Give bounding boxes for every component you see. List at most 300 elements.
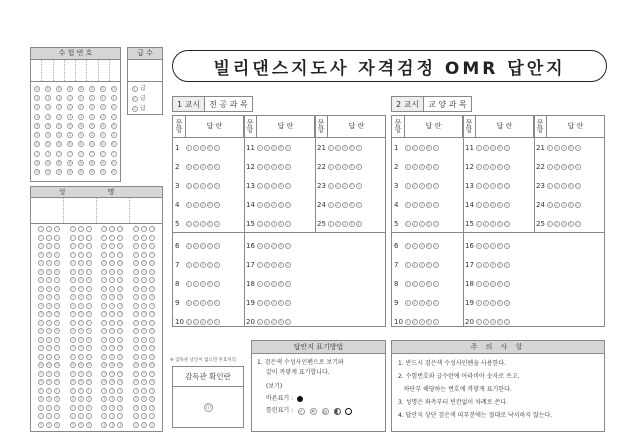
answer-bubble[interactable]: 1 [258,319,261,324]
answer-bubble[interactable]: 3 [201,164,204,169]
exam-digit-bubble[interactable]: 3 [36,113,39,119]
name-bubble[interactable]: ㅓ [142,413,147,419]
answer-bubble[interactable]: 2 [413,202,416,207]
answer-bubble[interactable]: 4 [208,243,211,248]
answer-bubble[interactable]: 3 [201,183,204,188]
exam-digit-bubble[interactable]: 9 [36,169,39,175]
exam-digit-bubble[interactable]: 2 [36,104,39,110]
answer-bubble[interactable]: 5 [505,164,508,169]
exam-digit-bubble[interactable]: 9 [101,169,104,175]
name-bubble[interactable]: ㅅ [134,277,139,283]
answer-bubble[interactable]: 5 [215,319,218,324]
answer-bubble[interactable]: 3 [420,262,423,267]
name-bubble[interactable]: ㅐ [102,396,107,402]
answer-bubble[interactable]: 1 [329,221,332,226]
exam-digit-bubble[interactable]: 6 [90,141,94,147]
answer-bubble[interactable]: 2 [484,221,487,226]
name-bubble[interactable]: ㄸ [38,353,43,359]
name-bubble[interactable]: ㅁ [150,260,155,266]
name-bubble[interactable]: ㅆ [118,370,123,376]
answer-bubble[interactable]: 1 [548,145,551,150]
name-bubble[interactable]: ㅓ [134,413,139,419]
answer-bubble[interactable]: 1 [187,221,190,226]
name-bubble[interactable]: ㅍ [54,328,59,334]
name-bubble[interactable]: ㅓ [102,413,107,419]
answer-bubble[interactable]: 1 [329,183,332,188]
name-bubble[interactable]: ㅈ [46,294,51,300]
name-bubble[interactable]: ㄹ [38,251,43,257]
exam-digit-bubble[interactable]: 3 [90,113,94,119]
exam-digit-bubble[interactable]: 1 [47,94,50,100]
exam-digit-bubble[interactable]: 1 [101,94,104,100]
exam-digit-bubble[interactable]: 3 [68,113,72,119]
answer-bubble[interactable]: 1 [329,164,332,169]
name-bubble[interactable]: ㅌ [110,319,115,325]
name-bubble[interactable]: ㄱ [86,226,91,232]
answer-bubble[interactable]: 4 [350,145,353,150]
answer-bubble[interactable]: 5 [576,145,579,150]
answer-bubble[interactable]: 2 [413,319,416,324]
name-bubble[interactable]: ㅃ [78,362,83,368]
name-bubble[interactable]: ㅊ [118,302,123,308]
name-bubble[interactable]: ㅎ [54,336,59,342]
answer-bubble[interactable]: 2 [265,164,268,169]
name-bubble[interactable]: ㄴ [38,234,43,240]
answer-bubble[interactable]: 2 [265,145,268,150]
answer-bubble[interactable]: 1 [548,221,551,226]
name-bubble[interactable]: ㅃ [54,362,59,368]
answer-bubble[interactable]: 3 [272,262,275,267]
answer-bubble[interactable]: 2 [413,221,416,226]
answer-bubble[interactable]: 3 [272,183,275,188]
name-bubble[interactable]: ㅈ [78,294,83,300]
exam-digit-bubble[interactable]: 1 [36,94,39,100]
answer-bubble[interactable]: 4 [498,243,501,248]
name-bubble[interactable]: ㄱ [102,226,107,232]
name-bubble[interactable]: ㅉ [38,379,43,385]
name-bubble[interactable]: ㅁ [46,260,51,266]
answer-bubble[interactable]: 2 [484,183,487,188]
name-bubble[interactable]: ㅓ [70,413,75,419]
name-bubble[interactable]: ㅆ [102,370,107,376]
answer-bubble[interactable]: 1 [406,202,409,207]
name-bubble[interactable]: ㄴ [86,234,91,240]
exam-digit-bubble[interactable]: 4 [79,122,83,128]
answer-bubble[interactable]: 3 [272,164,275,169]
answer-bubble[interactable]: 5 [434,183,437,188]
exam-digit-bubble[interactable]: 4 [101,122,104,128]
name-bubble[interactable]: ㅇ [46,285,51,291]
exam-digit-bubble[interactable]: 0 [90,85,94,91]
answer-bubble[interactable]: 3 [420,319,423,324]
answer-bubble[interactable]: 5 [357,164,360,169]
answer-bubble[interactable]: 5 [434,164,437,169]
name-bubble[interactable]: ㅈ [70,294,75,300]
exam-digit-bubble[interactable]: 9 [57,169,61,175]
answer-bubble[interactable]: 1 [187,202,190,207]
answer-bubble[interactable]: 4 [279,164,282,169]
answer-bubble[interactable]: 5 [505,145,508,150]
answer-bubble[interactable]: 5 [505,319,508,324]
answer-bubble[interactable]: 5 [576,164,579,169]
exam-digit-bubble[interactable]: 4 [36,122,39,128]
exam-digit-bubble[interactable]: 3 [79,113,83,119]
answer-bubble[interactable]: 3 [562,183,565,188]
name-bubble[interactable]: ㅏ [70,387,75,393]
name-bubble[interactable]: ㅌ [38,319,43,325]
exam-digit-bubble[interactable]: 0 [68,85,72,91]
name-bubble[interactable]: ㅔ [54,421,59,427]
answer-bubble[interactable]: 2 [555,202,558,207]
name-bubble[interactable]: ㅃ [102,362,107,368]
answer-bubble[interactable]: 5 [576,183,579,188]
name-bubble[interactable]: ㅎ [118,336,123,342]
exam-digit-bubble[interactable]: 4 [112,122,115,128]
answer-bubble[interactable]: 1 [477,243,480,248]
answer-bubble[interactable]: 5 [215,281,218,286]
answer-bubble[interactable]: 2 [194,221,197,226]
answer-bubble[interactable]: 3 [491,202,494,207]
name-bubble[interactable]: ㄹ [46,251,51,257]
answer-bubble[interactable]: 2 [413,300,416,305]
answer-bubble[interactable]: 3 [201,202,204,207]
answer-bubble[interactable]: 2 [484,281,487,286]
name-bubble[interactable]: ㅃ [134,362,139,368]
answer-bubble[interactable]: 5 [286,319,289,324]
name-bubble[interactable]: ㄹ [118,251,123,257]
answer-bubble[interactable]: 3 [562,202,565,207]
name-bubble[interactable]: ㅊ [38,302,43,308]
name-bubble[interactable]: ㅏ [86,387,91,393]
answer-bubble[interactable]: 5 [215,202,218,207]
name-bubble[interactable]: ㅔ [150,421,155,427]
answer-bubble[interactable]: 4 [427,300,430,305]
name-bubble[interactable]: ㄲ [54,345,59,351]
answer-bubble[interactable]: 3 [272,300,275,305]
name-bubble[interactable]: ㅎ [134,336,139,342]
answer-bubble[interactable]: 4 [427,262,430,267]
name-bubble[interactable]: ㅇ [142,285,147,291]
name-bubble[interactable]: ㅋ [118,311,123,317]
name-bubble[interactable]: ㄲ [78,345,83,351]
answer-bubble[interactable]: 3 [272,243,275,248]
exam-digit-bubble[interactable]: 0 [112,85,115,91]
name-bubble[interactable]: ㄹ [110,251,115,257]
answer-bubble[interactable]: 1 [258,164,261,169]
name-bubble[interactable]: ㅋ [102,311,107,317]
answer-bubble[interactable]: 1 [187,300,190,305]
name-bubble[interactable]: ㄲ [46,345,51,351]
name-bubble[interactable]: ㅋ [150,311,155,317]
answer-bubble[interactable]: 3 [420,145,423,150]
name-bubble[interactable]: ㅐ [86,396,91,402]
name-bubble[interactable]: ㄹ [134,251,139,257]
name-bubble[interactable]: ㅉ [142,379,147,385]
answer-bubble[interactable]: 3 [491,319,494,324]
exam-digit-bubble[interactable]: 9 [112,169,115,175]
name-bubble[interactable]: ㅌ [70,319,75,325]
answer-bubble[interactable]: 5 [505,243,508,248]
exam-digit-bubble[interactable]: 9 [90,169,94,175]
name-bubble[interactable]: ㅈ [110,294,115,300]
answer-bubble[interactable]: 1 [406,221,409,226]
name-bubble[interactable]: ㅂ [142,268,147,274]
answer-bubble[interactable]: 5 [215,221,218,226]
answer-bubble[interactable]: 4 [498,183,501,188]
name-bubble[interactable]: ㄸ [102,353,107,359]
name-bubble[interactable]: ㅁ [110,260,115,266]
name-bubble[interactable]: ㅍ [78,328,83,334]
answer-bubble[interactable]: 3 [201,221,204,226]
name-bubble[interactable]: ㅃ [70,362,75,368]
answer-bubble[interactable]: 4 [350,183,353,188]
name-bubble[interactable]: ㅐ [70,396,75,402]
answer-bubble[interactable]: 3 [201,243,204,248]
exam-digit-bubble[interactable]: 7 [36,150,39,156]
answer-bubble[interactable]: 5 [505,183,508,188]
name-bubble[interactable]: ㅑ [86,404,91,410]
answer-bubble[interactable]: 5 [505,221,508,226]
exam-digit-bubble[interactable]: 0 [79,85,83,91]
name-bubble[interactable]: ㄷ [134,243,139,249]
answer-bubble[interactable]: 4 [569,164,572,169]
answer-bubble[interactable]: 1 [548,202,551,207]
answer-bubble[interactable]: 2 [484,262,487,267]
name-bubble[interactable]: ㅆ [134,370,139,376]
name-bubble[interactable]: ㅍ [38,328,43,334]
exam-digit-bubble[interactable]: 8 [57,160,61,166]
answer-bubble[interactable]: 3 [420,202,423,207]
answer-bubble[interactable]: 4 [279,145,282,150]
name-bubble[interactable]: ㄹ [86,251,91,257]
name-bubble[interactable]: ㅏ [46,387,51,393]
name-bubble[interactable]: ㅅ [38,277,43,283]
name-bubble[interactable]: ㄸ [142,353,147,359]
exam-digit-bubble[interactable]: 1 [68,94,72,100]
answer-bubble[interactable]: 3 [343,183,346,188]
name-bubble[interactable]: ㅓ [46,413,51,419]
name-bubble[interactable]: ㅏ [134,387,139,393]
name-bubble[interactable]: ㅓ [110,413,115,419]
name-bubble[interactable]: ㄹ [70,251,75,257]
answer-bubble[interactable]: 1 [477,300,480,305]
name-bubble[interactable]: ㅊ [142,302,147,308]
name-bubble[interactable]: ㅔ [134,421,139,427]
name-bubble[interactable]: ㅁ [78,260,83,266]
exam-digit-bubble[interactable]: 8 [90,160,94,166]
name-bubble[interactable]: ㄹ [54,251,59,257]
name-bubble[interactable]: ㄲ [86,345,91,351]
answer-bubble[interactable]: 1 [548,183,551,188]
name-bubble[interactable]: ㅓ [38,413,43,419]
name-bubble[interactable]: ㅈ [38,294,43,300]
answer-bubble[interactable]: 5 [286,145,289,150]
name-bubble[interactable]: ㄸ [110,353,115,359]
answer-bubble[interactable]: 4 [208,183,211,188]
exam-digit-bubble[interactable]: 5 [47,132,50,138]
name-bubble[interactable]: ㅓ [118,413,123,419]
name-bubble[interactable]: ㅌ [86,319,91,325]
name-bubble[interactable]: ㄱ [78,226,83,232]
answer-bubble[interactable]: 3 [562,145,565,150]
answer-bubble[interactable]: 4 [427,281,430,286]
name-bubble[interactable]: ㅈ [118,294,123,300]
answer-bubble[interactable]: 1 [477,281,480,286]
answer-bubble[interactable]: 4 [427,243,430,248]
name-bubble[interactable]: ㅋ [86,311,91,317]
answer-bubble[interactable]: 3 [420,164,423,169]
answer-bubble[interactable]: 5 [434,319,437,324]
answer-bubble[interactable]: 1 [258,281,261,286]
answer-bubble[interactable]: 5 [434,202,437,207]
name-bubble[interactable]: ㅇ [102,285,107,291]
answer-bubble[interactable]: 5 [286,164,289,169]
answer-bubble[interactable]: 4 [498,164,501,169]
name-bubble[interactable]: ㄴ [102,234,107,240]
grade-option[interactable] [131,84,159,94]
answer-bubble[interactable]: 2 [555,183,558,188]
answer-bubble[interactable]: 5 [286,202,289,207]
name-bubble[interactable]: ㅏ [54,387,59,393]
exam-digit-bubble[interactable]: 7 [68,150,72,156]
answer-bubble[interactable]: 4 [208,221,211,226]
answer-bubble[interactable]: 1 [258,221,261,226]
answer-bubble[interactable]: 3 [420,243,423,248]
answer-bubble[interactable]: 3 [491,221,494,226]
name-bubble[interactable]: ㅏ [110,387,115,393]
answer-bubble[interactable]: 4 [279,300,282,305]
name-bubble[interactable]: ㄲ [102,345,107,351]
answer-bubble[interactable]: 1 [258,145,261,150]
name-bubble[interactable]: ㅏ [118,387,123,393]
name-bubble[interactable]: ㄱ [46,226,51,232]
name-bubble[interactable]: ㅎ [150,336,155,342]
answer-bubble[interactable]: 3 [343,164,346,169]
answer-bubble[interactable]: 2 [265,300,268,305]
answer-bubble[interactable]: 4 [498,262,501,267]
exam-digit-bubble[interactable]: 6 [36,141,39,147]
name-bubble[interactable]: ㅏ [78,387,83,393]
name-bubble[interactable]: ㅁ [118,260,123,266]
answer-bubble[interactable]: 2 [336,202,339,207]
name-bubble[interactable]: ㅏ [38,387,43,393]
answer-bubble[interactable]: 2 [265,281,268,286]
grade-bubble[interactable]: 3 [133,106,136,111]
name-bubble[interactable]: ㄱ [150,226,155,232]
answer-bubble[interactable]: 1 [406,243,409,248]
answer-bubble[interactable]: 2 [484,202,487,207]
answer-bubble[interactable]: 1 [477,164,480,169]
answer-bubble[interactable]: 4 [208,145,211,150]
name-bubble[interactable]: ㅊ [86,302,91,308]
answer-bubble[interactable]: 1 [258,243,261,248]
answer-bubble[interactable]: 4 [569,221,572,226]
answer-bubble[interactable]: 2 [413,183,416,188]
name-bubble[interactable]: ㅐ [46,396,51,402]
name-bubble[interactable]: ㅎ [86,336,91,342]
name-bubble[interactable]: ㅑ [102,404,107,410]
answer-bubble[interactable]: 3 [201,319,204,324]
exam-digit-bubble[interactable]: 5 [101,132,104,138]
answer-bubble[interactable]: 1 [406,145,409,150]
name-bubble[interactable]: ㅃ [150,362,155,368]
answer-bubble[interactable]: 2 [413,262,416,267]
name-bubble[interactable]: ㄷ [38,243,43,249]
answer-bubble[interactable]: 1 [187,319,190,324]
answer-bubble[interactable]: 2 [413,281,416,286]
answer-bubble[interactable]: 4 [498,202,501,207]
answer-bubble[interactable]: 5 [434,145,437,150]
answer-bubble[interactable]: 2 [194,300,197,305]
name-bubble[interactable]: ㅂ [102,268,107,274]
name-bubble[interactable]: ㅃ [86,362,91,368]
name-bubble[interactable]: ㅔ [78,421,83,427]
name-bubble[interactable]: ㅋ [110,311,115,317]
name-bubble[interactable]: ㅋ [134,311,139,317]
exam-digit-bubble[interactable]: 8 [36,160,39,166]
exam-digit-bubble[interactable]: 8 [101,160,104,166]
name-bubble[interactable]: ㅑ [78,404,83,410]
name-bubble[interactable]: ㄱ [142,226,147,232]
answer-bubble[interactable]: 5 [286,300,289,305]
name-bubble[interactable]: ㅈ [134,294,139,300]
name-bubble[interactable]: ㄴ [70,234,75,240]
answer-bubble[interactable]: 3 [562,221,565,226]
name-bubble[interactable]: ㅑ [118,404,123,410]
answer-bubble[interactable]: 5 [434,221,437,226]
exam-digit-bubble[interactable]: 2 [90,104,94,110]
name-bubble[interactable]: ㅂ [110,268,115,274]
answer-bubble[interactable]: 5 [286,183,289,188]
answer-bubble[interactable]: 4 [279,183,282,188]
name-bubble[interactable]: ㅁ [54,260,59,266]
answer-bubble[interactable]: 5 [505,262,508,267]
name-bubble[interactable]: ㅊ [110,302,115,308]
answer-bubble[interactable]: 2 [413,164,416,169]
answer-bubble[interactable]: 2 [194,262,197,267]
name-bubble[interactable]: ㅊ [78,302,83,308]
answer-bubble[interactable]: 2 [484,300,487,305]
name-bubble[interactable]: ㄴ [142,234,147,240]
exam-digit-bubble[interactable]: 7 [112,150,115,156]
exam-digit-bubble[interactable]: 4 [57,122,61,128]
name-bubble[interactable]: ㄴ [78,234,83,240]
name-bubble[interactable]: ㅎ [38,336,43,342]
name-bubble[interactable]: ㅏ [102,387,107,393]
name-bubble[interactable]: ㄷ [86,243,91,249]
answer-bubble[interactable]: 1 [406,183,409,188]
answer-bubble[interactable]: 2 [336,221,339,226]
name-bubble[interactable]: ㅅ [110,277,115,283]
answer-bubble[interactable]: 4 [350,202,353,207]
answer-bubble[interactable]: 2 [413,243,416,248]
grade-bubble[interactable]: 2 [133,96,136,101]
name-bubble[interactable]: ㅓ [78,413,83,419]
name-bubble[interactable]: ㅏ [150,387,155,393]
name-bubble[interactable]: ㅍ [142,328,147,334]
answer-bubble[interactable]: 3 [272,145,275,150]
answer-bubble[interactable]: 3 [272,202,275,207]
answer-bubble[interactable]: 2 [265,243,268,248]
name-bubble[interactable]: ㅃ [38,362,43,368]
name-bubble[interactable]: ㅓ [150,413,155,419]
answer-bubble[interactable]: 1 [406,319,409,324]
exam-digit-bubble[interactable]: 9 [68,169,72,175]
name-bubble[interactable]: ㅌ [142,319,147,325]
name-bubble[interactable]: ㅌ [54,319,59,325]
exam-digit-bubble[interactable]: 3 [57,113,61,119]
answer-bubble[interactable]: 2 [194,145,197,150]
